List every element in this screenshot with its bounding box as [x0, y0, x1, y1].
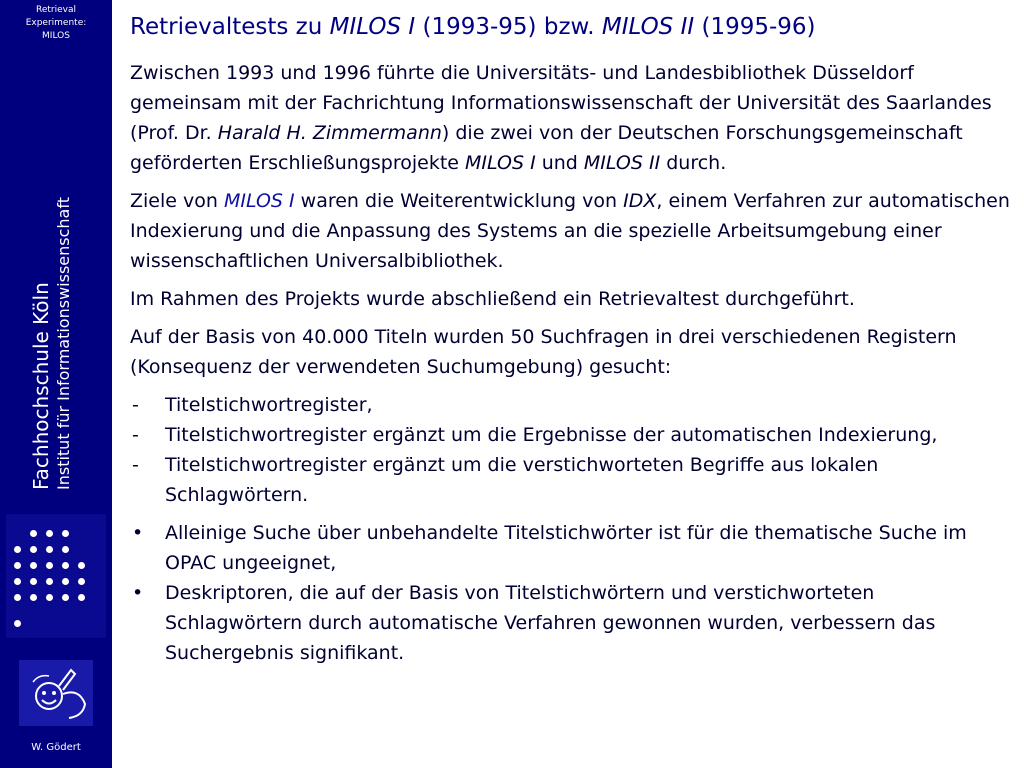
dot-icon [14, 546, 21, 553]
title-part: MILOS I [329, 14, 416, 40]
dot-icon [14, 620, 21, 627]
dot-grid-logo [6, 514, 106, 638]
list-item [130, 390, 1012, 420]
dot-icon [62, 546, 69, 553]
paragraph-history [130, 58, 1012, 178]
dot-icon [78, 578, 85, 585]
vertical-institution-label [28, 197, 74, 490]
author-label: W. Gödert [31, 742, 81, 753]
dot-icon [46, 594, 53, 601]
list-item [130, 578, 1012, 668]
dot-icon [30, 546, 37, 553]
text-run: ) die zwei von der Deutschen Forschungsgemeinschaft geförderten Erschließungsprojekte [130, 122, 963, 174]
text-run: MILOS II [583, 152, 661, 174]
text-run: , einem Verfahren zur automatischen Indexierung und die Anpassung des Systems an die spezielle Arbeitsumgebung einer wissenschaftlichen Universalbibliothek. [130, 190, 1010, 272]
institute-name: Institut für Informationswissenschaft [54, 197, 73, 490]
dash-marker: - [132, 424, 139, 446]
dot-icon [46, 578, 53, 585]
paragraph-basis: Auf der Basis von 40.000 Titeln wurden 50 Suchfragen in drei verschiedenen Registern (Konsequenz der verwendeten Suchumgebung) gesucht: [130, 326, 957, 378]
title-part: (1993-95) bzw. [415, 14, 602, 40]
sidebar [0, 0, 112, 768]
text-run: IDX [623, 190, 657, 212]
smiley-mascot-icon [19, 660, 93, 726]
paragraph-goals [130, 186, 1012, 276]
dash-marker: - [132, 394, 139, 416]
bullet-marker: • [132, 522, 144, 544]
dot-icon [14, 562, 21, 569]
dot-icon [62, 578, 69, 585]
dot-icon [30, 594, 37, 601]
list-item-text: Deskriptoren, die auf der Basis von Titelstichwörtern und verstichworteten Schlagwörtern durch automatische Verfahren gewonnen wurden, verbessern das Suchergebnis signifikant. [165, 582, 936, 664]
title-part: Retrievaltests zu [130, 14, 330, 40]
register-list [130, 390, 1012, 510]
dot-icon [62, 594, 69, 601]
text-run: Harald H. Zimmermann [217, 122, 442, 144]
list-item-text: Titelstichwortregister ergänzt um die Ergebnisse der automatischen Indexierung, [165, 424, 938, 446]
dot-icon [14, 594, 21, 601]
dot-icon [30, 578, 37, 585]
text-run: MILOS I [223, 190, 295, 212]
dot-icon [46, 530, 53, 537]
title-part: (1995-96) [694, 14, 816, 40]
dot-icon [78, 562, 85, 569]
dot-icon [46, 546, 53, 553]
bullet-marker: • [132, 582, 144, 604]
dot-icon [30, 562, 37, 569]
sidebar-header [0, 4, 112, 43]
text-run: durch. [660, 152, 727, 174]
text-run: und [535, 152, 584, 174]
sidebar-header-line: Retrieval [36, 5, 76, 15]
text-run: Zwischen 1993 und 1996 führte die Universitäts- und Landesbibliothek Düsseldorf gemeinsam mit der Fachrichtung Informationswissenschaft der Universität des Saarlandes (Prof. Dr. [130, 62, 992, 144]
dash-marker: - [132, 454, 139, 476]
dot-icon [46, 562, 53, 569]
mascot-logo [19, 660, 93, 726]
slide-title [130, 10, 1012, 44]
list-item [130, 450, 1012, 510]
institution-name: Fachhochschule Köln [29, 282, 53, 490]
dot-icon [78, 594, 85, 601]
list-item [130, 518, 1012, 578]
text-run: waren die Weiterentwicklung von [294, 190, 624, 212]
dot-icon [30, 530, 37, 537]
paragraph-retrievaltest: Im Rahmen des Projekts wurde abschließend ein Retrievaltest durchgeführt. [130, 288, 855, 310]
dot-icon [62, 562, 69, 569]
list-item [130, 420, 1012, 450]
text-run: Ziele von [130, 190, 224, 212]
sidebar-header-line: Experimente: [25, 18, 87, 28]
result-list [130, 518, 1012, 668]
list-item-text: Titelstichwortregister, [165, 394, 373, 416]
sidebar-header-line: MILOS [42, 31, 70, 41]
title-part: MILOS II [601, 14, 695, 40]
slide-content [130, 10, 1012, 676]
list-item-text: Alleinige Suche über unbehandelte Titelstichwörter ist für die thematische Suche im OPAC ungeeignet, [165, 522, 967, 574]
text-run: MILOS I [465, 152, 536, 174]
dot-icon [14, 578, 21, 585]
list-item-text: Titelstichwortregister ergänzt um die verstichworteten Begriffe aus lokalen Schlagwörtern. [165, 454, 879, 506]
dot-icon [62, 530, 69, 537]
